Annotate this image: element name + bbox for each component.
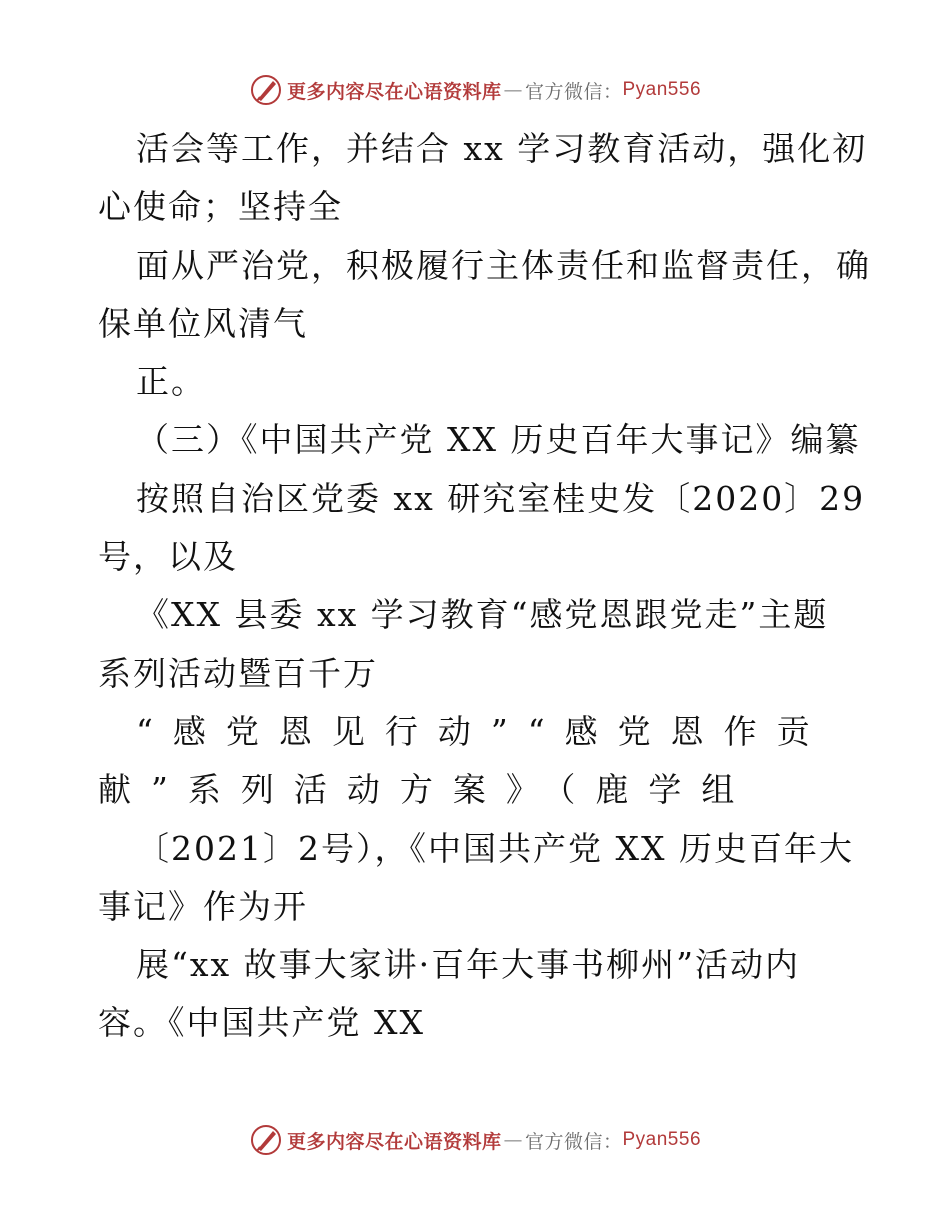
text-line: 事记》作为开 xyxy=(98,886,308,926)
document-body xyxy=(98,120,871,1053)
text-line: 容。《中国共产党 XX xyxy=(98,1003,425,1043)
text-line: 号，以及 xyxy=(98,537,238,577)
header-banner xyxy=(0,70,950,110)
text-line: 系列活动暨百千万 xyxy=(98,653,378,693)
header-wechat-label: 官方微信： xyxy=(524,80,623,103)
header-promo-text: 更多内容尽在心语资料库 xyxy=(286,80,502,103)
header-wechat-id: Pyan556 xyxy=(622,79,702,100)
text-line: 《XX 县委 xx 学习教育“感党恩跟党走”主题 xyxy=(136,595,829,635)
feather-pen-icon xyxy=(249,1123,283,1157)
footer-wechat-id: Pyan556 xyxy=(622,1129,702,1150)
feather-pen-icon xyxy=(249,73,283,107)
text-line: “感党恩见行动”“感党恩作贡 xyxy=(136,711,830,751)
footer-banner xyxy=(0,1120,950,1160)
text-line: 心使命；坚持全 xyxy=(98,187,343,227)
text-line: 活会等工作，并结合 xx 学习教育活动，强化初 xyxy=(136,129,868,168)
footer-separator: — xyxy=(503,1129,523,1151)
text-line: 献”系列活动方案》（鹿学组 xyxy=(98,770,755,810)
text-line: 按照自治区党委 xx 研究室桂史发〔2020〕29 xyxy=(136,478,866,518)
section-heading: （三）《中国共产党 XX 历史百年大事记》编纂 xyxy=(136,420,861,460)
text-line: 保单位风清气 xyxy=(98,303,308,343)
footer-wechat-label: 官方微信： xyxy=(524,1130,623,1153)
text-line: 〔2021〕2号），《中国共产党 XX 历史百年大 xyxy=(136,828,854,868)
text-line: 面从严治党，积极履行主体责任和监督责任，确 xyxy=(136,245,871,285)
text-line: 正。 xyxy=(136,362,206,402)
footer-promo-text: 更多内容尽在心语资料库 xyxy=(286,1130,502,1153)
text-line: 展“xx 故事大家讲·百年大事书柳州”活动内 xyxy=(136,945,800,985)
header-separator: — xyxy=(503,79,523,101)
